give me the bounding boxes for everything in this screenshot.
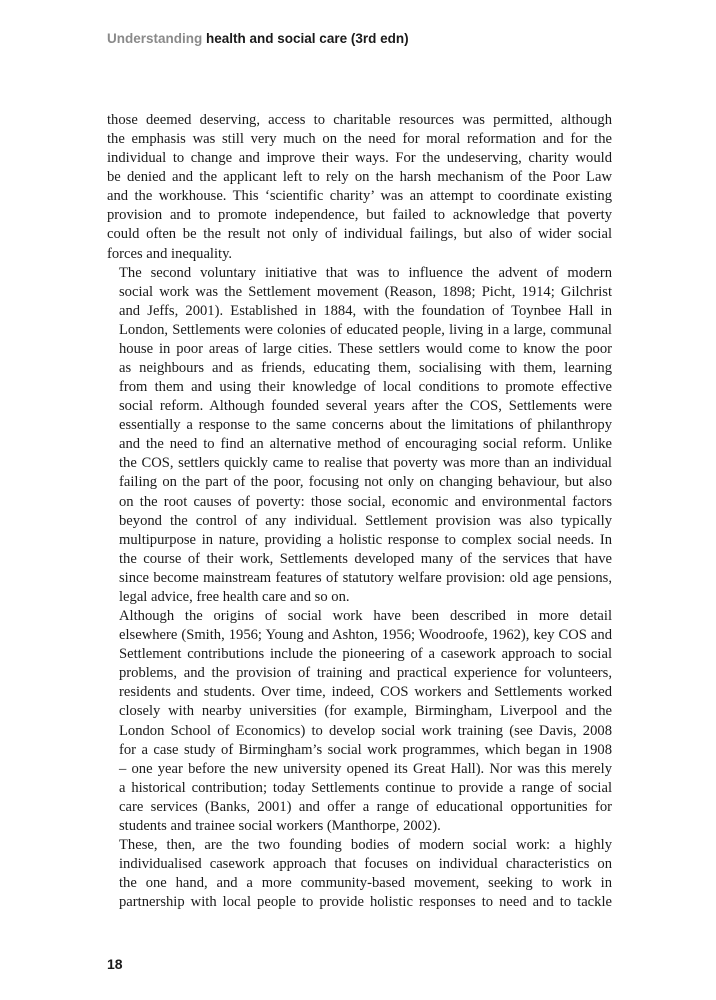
text-line: These, then, are the two founding bodies of modern social work: a highly	[119, 836, 612, 853]
text-line: be denied and the applicant left to rely on the harsh mechanism of the Poor Law	[107, 169, 612, 186]
text-line: elsewhere (Smith, 1956; Young and Ashton, 1956; Woodroofe, 1962), key COS and	[119, 627, 612, 644]
text-line: failing on the part of the poor, focusing not only on changing behaviour, but also	[119, 474, 612, 491]
text-line: The second voluntary initiative that was to influence the advent of modern	[119, 264, 612, 281]
running-header	[107, 31, 409, 46]
text-line: individualised casework approach that focuses on individual characteristics on	[119, 856, 612, 873]
text-line: London, Settlements were colonies of educated people, living in a large, communal	[119, 321, 612, 338]
body-text	[107, 111, 612, 912]
series-name: Understanding	[107, 31, 203, 46]
text-line: the one hand, and a more community-based movement, seeking to work in	[119, 875, 612, 892]
text-line: those deemed deserving, access to charitable resources was permitted, although	[107, 112, 612, 128]
text-line: beyond the control of any individual. Settlement provision was also typically	[119, 512, 612, 529]
paragraph	[107, 607, 612, 836]
text-line: the course of their work, Settlements developed many of the services that have	[119, 550, 612, 567]
text-line: problems, and the provision of training and practical experience for volunteers,	[119, 665, 612, 682]
text-line: as neighbours and as friends, educating them, socialising with them, learning	[119, 360, 612, 377]
text-line: Settlement contributions include the pioneering of a casework approach to social	[119, 646, 612, 663]
text-line: London School of Economics) to develop social work training (see Davis, 2008	[119, 722, 612, 739]
text-line: on the root causes of poverty: those social, economic and environmental factors	[119, 493, 612, 510]
text-line: multipurpose in nature, providing a holistic response to complex social needs. In	[119, 531, 612, 548]
text-line: for a case study of Birmingham’s social work programmes, which began in 1908	[119, 741, 612, 758]
text-line: from them and using their knowledge of local conditions to promote effective	[119, 379, 612, 396]
text-line: care services (Banks, 2001) and offer a range of educational opportunities for	[119, 798, 612, 815]
book-title: health and social care (3rd edn)	[206, 31, 409, 46]
text-line: house in poor areas of large cities. These settlers would come to know the poor	[119, 340, 612, 357]
text-line: and the workhouse. This ‘scientific charity’ was an attempt to coordinate existing	[107, 188, 612, 205]
text-line: essentially a response to the same concerns about the limitations of philanthropy	[119, 417, 612, 434]
text-line: provision and to promote independence, but failed to acknowledge that poverty	[107, 207, 612, 224]
paragraph	[107, 264, 612, 607]
text-line: – one year before the new university opened its Great Hall). Nor was this merely	[119, 760, 612, 777]
text-line: closely with nearby universities (for example, Birmingham, Liverpool and the	[119, 703, 612, 720]
text-line: a historical contribution; today Settlements continue to provide a range of social	[119, 779, 612, 796]
text-line: and Jeffs, 2001). Established in 1884, with the foundation of Toynbee Hall in	[119, 302, 612, 319]
text-line: legal advice, free health care and so on.	[119, 588, 350, 605]
text-line: residents and students. Over time, indeed, COS workers and Settlements worked	[119, 684, 612, 701]
page-number: 18	[107, 956, 123, 972]
text-line: social reform. Although founded several years after the COS, Settlements were	[119, 398, 612, 415]
text-line: since become mainstream features of statutory welfare provision: old age pensions,	[119, 569, 612, 586]
text-line: could often be the result not only of individual failings, but also of wider social	[107, 226, 612, 243]
text-line: forces and inequality.	[107, 245, 233, 262]
text-line: partnership with local people to provide holistic responses to need and to tackle	[119, 894, 612, 911]
text-line: the COS, settlers quickly came to realise that poverty was more than an individual	[119, 455, 612, 472]
text-line: and the need to find an alternative method of encouraging social reform. Unlike	[119, 436, 612, 453]
text-line: the emphasis was still very much on the need for moral reformation and for the	[107, 131, 612, 148]
text-line: individual to change and improve their ways. For the undeserving, charity would	[107, 150, 612, 167]
text-line: students and trainee social workers (Manthorpe, 2002).	[119, 817, 441, 834]
text-line: Although the origins of social work have been described in more detail	[119, 608, 612, 625]
paragraph	[107, 836, 612, 912]
paragraph	[107, 111, 612, 264]
text-line: social work was the Settlement movement (Reason, 1898; Picht, 1914; Gilchrist	[119, 283, 612, 300]
